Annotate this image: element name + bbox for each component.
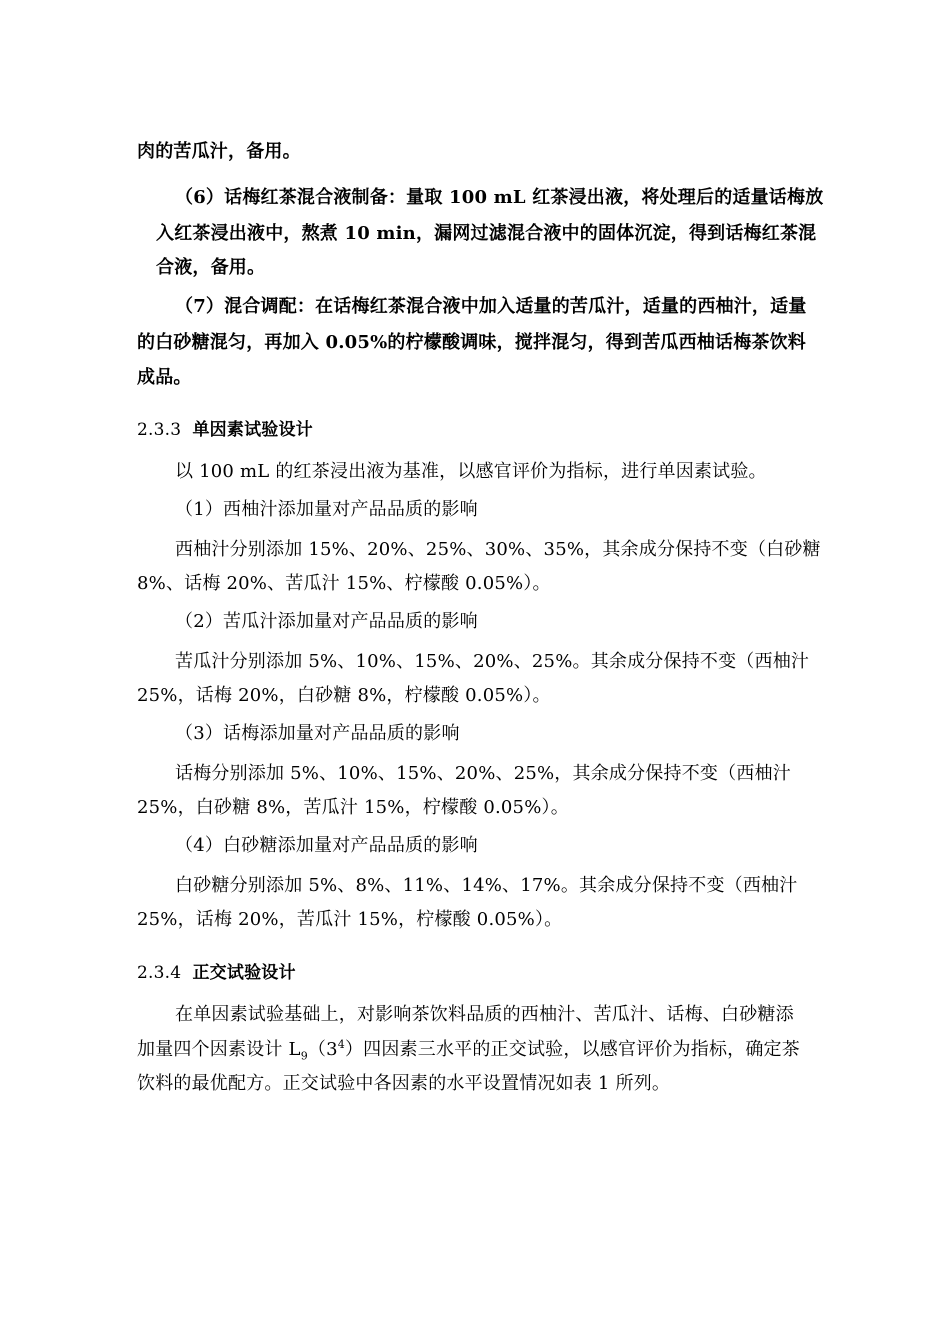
step-6-line-2: 入红茶浸出液中，熬煮 10 min，漏网过滤混合液中的固体沉淀，得到话梅红茶混 (156, 223, 817, 244)
text-line: 肉的苦瓜汁，备用。 (137, 141, 301, 162)
section-2-3-4-line-2 (137, 1039, 800, 1061)
factor-3-label: （3）话梅添加量对产品品质的影响 (175, 723, 460, 744)
subscript: 9 (300, 1049, 308, 1063)
section-2-3-4-line-3: 饮料的最优配方。正交试验中各因素的水平设置情况如表 1 所列。 (137, 1073, 671, 1094)
step-7-line-1: （7）混合调配：在话梅红茶混合液中加入适量的苦瓜汁，适量的西柚汁，适量 (175, 296, 807, 317)
factor-1-label: （1）西柚汁添加量对产品品质的影响 (175, 499, 478, 520)
step-7-line-2: 的白砂糖混匀，再加入 0.05%的柠檬酸调味，搅拌混匀，得到苦瓜西柚话梅茶饮料 (137, 332, 807, 353)
text-segment: ）四因素三水平的正交试验，以感官评价为指标，确定茶 (344, 1039, 800, 1060)
factor-4-line-1: 白砂糖分别添加 5%、8%、11%、14%、17%。其余成分保持不变（西柚汁 (175, 875, 798, 896)
section-2-3-3-intro: 以 100 mL 的红茶浸出液为基准，以感官评价为指标，进行单因素试验。 (175, 461, 767, 482)
text-segment: （3 (307, 1039, 338, 1060)
superscript: 4 (337, 1038, 345, 1051)
step-7-line-3: 成品。 (137, 367, 192, 388)
factor-2-line-2: 25%，话梅 20%，白砂糖 8%，柠檬酸 0.05%）。 (137, 685, 551, 706)
factor-1-line-2: 8%、话梅 20%、苦瓜汁 15%、柠檬酸 0.05%）。 (137, 573, 551, 594)
factor-1-line-1: 西柚汁分别添加 15%、20%、25%、30%、35%，其余成分保持不变（白砂糖 (175, 539, 821, 560)
factor-4-label: （4）白砂糖添加量对产品品质的影响 (175, 835, 478, 856)
factor-2-line-1: 苦瓜汁分别添加 5%、10%、15%、20%、25%。其余成分保持不变（西柚汁 (175, 651, 810, 672)
section-2-3-4-line-1: 在单因素试验基础上，对影响茶饮料品质的西柚汁、苦瓜汁、话梅、白砂糖添 (175, 1004, 794, 1025)
step-6-line-1: （6）话梅红茶混合液制备：量取 100 mL 红茶浸出液，将处理后的适量话梅放 (175, 187, 824, 208)
section-title: 正交试验设计 (192, 963, 296, 983)
section-number: 2.3.3 (137, 420, 182, 440)
factor-3-line-1: 话梅分别添加 5%、10%、15%、20%、25%，其余成分保持不变（西柚汁 (175, 763, 791, 784)
factor-2-label: （2）苦瓜汁添加量对产品品质的影响 (175, 611, 478, 632)
section-heading-2-3-4 (137, 962, 296, 984)
text-segment: 加量四个因素设计 L (137, 1039, 301, 1060)
section-number: 2.3.4 (137, 963, 182, 983)
section-heading-2-3-3 (137, 419, 313, 441)
factor-3-line-2: 25%，白砂糖 8%，苦瓜汁 15%，柠檬酸 0.05%）。 (137, 797, 569, 818)
step-6-line-3: 合液，备用。 (156, 257, 266, 278)
factor-4-line-2: 25%，话梅 20%，苦瓜汁 15%，柠檬酸 0.05%）。 (137, 909, 563, 930)
paragraph-continuation (137, 141, 301, 163)
section-title: 单因素试验设计 (192, 420, 313, 440)
